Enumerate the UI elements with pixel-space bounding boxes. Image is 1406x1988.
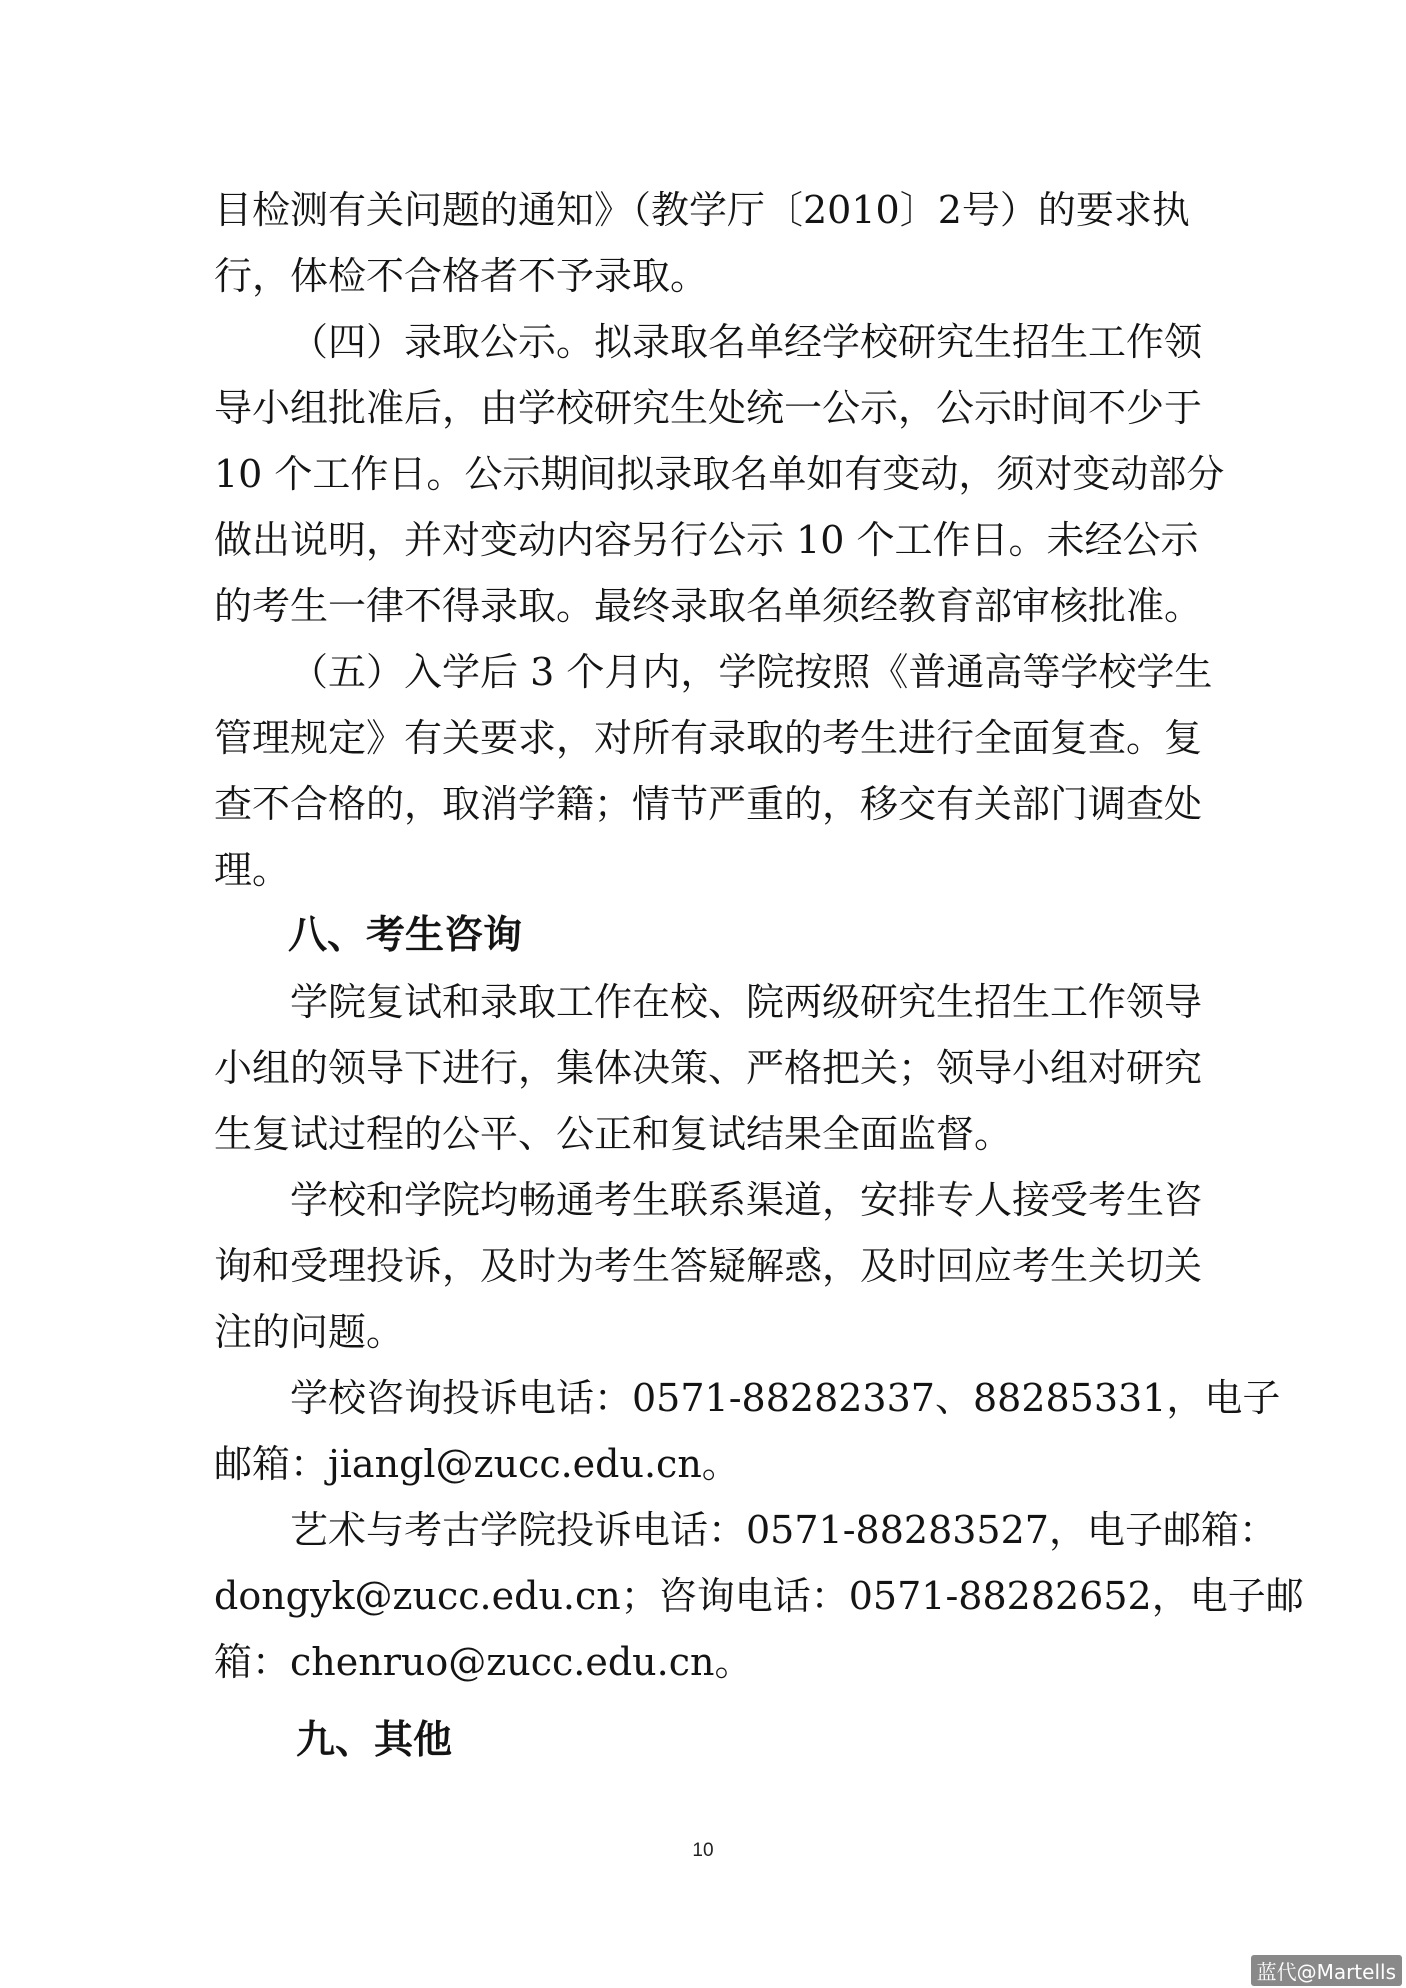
section-heading: 八、考生咨询 (288, 913, 523, 958)
body-line: dongyk@zucc.edu.cn；咨询电话：0571-88282652，电子邮 (214, 1574, 1304, 1618)
body-line: 小组的领导下进行，集体决策、严格把关；领导小组对研究 (214, 1046, 1203, 1090)
body-line: 邮箱：jiangl@zucc.edu.cn。 (214, 1442, 740, 1486)
paragraph-first-line: 学校和学院均畅通考生联系渠道，安排专人接受考生咨 (290, 1178, 1203, 1222)
body-line: 10 个工作日。公示期间拟录取名单如有变动，须对变动部分 (214, 452, 1225, 496)
body-line: 导小组批准后，由学校研究生处统一公示，公示时间不少于 (214, 386, 1203, 430)
body-line: 做出说明，并对变动内容另行公示 10 个工作日。未经公示 (214, 518, 1199, 562)
body-line: 询和受理投诉，及时为考生答疑解惑，及时回应考生关切关 (214, 1244, 1203, 1288)
body-line: 理。 (214, 848, 291, 892)
paragraph-first-line: 学校咨询投诉电话：0571-88282337、88285331，电子 (290, 1376, 1281, 1420)
page-number: 10 (692, 1840, 714, 1861)
body-line: 注的问题。 (214, 1310, 405, 1354)
body-line: 行，体检不合格者不予录取。 (214, 254, 709, 298)
paragraph-first-line: （四）录取公示。拟录取名单经学校研究生招生工作领 (290, 320, 1203, 364)
body-line: 生复试过程的公平、公正和复试结果全面监督。 (214, 1112, 1013, 1156)
body-line: 管理规定》有关要求，对所有录取的考生进行全面复查。复 (214, 716, 1203, 760)
paragraph-first-line: （五）入学后 3 个月内，学院按照《普通高等学校学生 (290, 650, 1213, 694)
watermark: 蓝代@Martells (1251, 1955, 1402, 1986)
paragraph-first-line: 学院复试和录取工作在校、院两级研究生招生工作领导 (290, 980, 1203, 1024)
body-line: 的考生一律不得录取。最终录取名单须经教育部审核批准。 (214, 584, 1203, 628)
paragraph-first-line: 艺术与考古学院投诉电话：0571-88283527，电子邮箱： (290, 1508, 1277, 1552)
body-line: 箱：chenruo@zucc.edu.cn。 (214, 1640, 753, 1684)
body-line: 目检测有关问题的通知》（教学厅〔2010〕2号）的要求执 (214, 188, 1190, 232)
section-heading: 九、其他 (296, 1718, 453, 1763)
body-line: 查不合格的，取消学籍；情节严重的，移交有关部门调查处 (214, 782, 1203, 826)
